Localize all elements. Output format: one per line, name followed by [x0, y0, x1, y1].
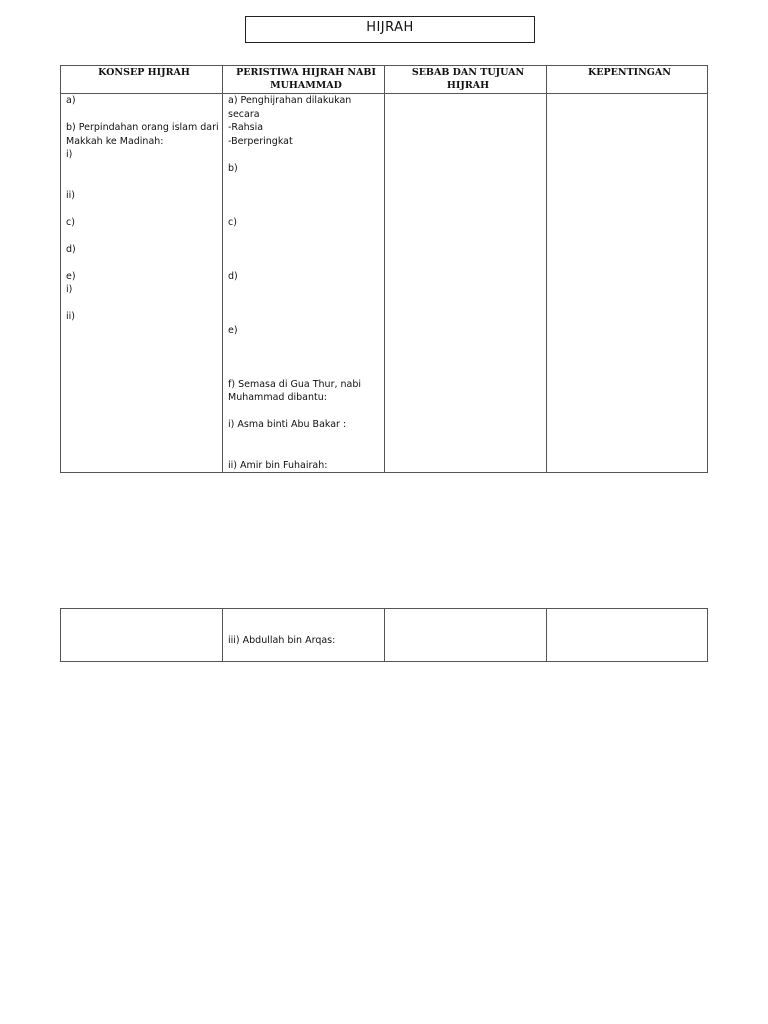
note-line: e)	[228, 324, 238, 336]
note-line: ii)	[66, 189, 75, 201]
peristiwa-hijrah-cell[interactable]	[223, 94, 385, 473]
note-line	[228, 297, 384, 311]
note-line	[228, 351, 384, 365]
table-row	[61, 94, 708, 473]
note-line	[228, 310, 384, 324]
konsep-hijrah-cell[interactable]	[61, 94, 223, 473]
kepentingan-cell[interactable]	[547, 94, 708, 473]
konsep-hijrah-cell[interactable]	[61, 609, 223, 662]
note-line: a) Penghijrahan dilakukan secara	[228, 95, 352, 120]
note-line	[66, 162, 222, 176]
konsep-hijrah-notes	[66, 94, 222, 324]
note-line: ii)	[66, 311, 75, 322]
note-line	[66, 229, 222, 243]
note-line: d)	[66, 243, 76, 255]
header-konsep-hijrah: KONSEP HIJRAH	[61, 66, 223, 94]
kepentingan-cell[interactable]	[547, 609, 708, 662]
header-kepentingan: KEPENTINGAN	[547, 66, 708, 94]
note-line	[228, 202, 384, 216]
note-line	[228, 337, 384, 351]
note-line	[228, 364, 384, 378]
note-line: a)	[66, 95, 76, 106]
table-row	[61, 609, 708, 662]
table-header-row	[61, 66, 708, 94]
note-line	[228, 432, 384, 446]
note-line	[66, 202, 222, 216]
note-line: b)	[228, 162, 238, 174]
note-line	[66, 108, 222, 122]
note-line	[66, 175, 222, 189]
header-sebab-tujuan: SEBAB DAN TUJUAN HIJRAH	[385, 66, 547, 94]
hijrah-table	[60, 65, 708, 473]
note-line: i)	[66, 284, 73, 295]
note-line	[228, 175, 384, 189]
note-line: ii) Amir bin Fuhairah:	[228, 459, 328, 471]
note-line	[228, 405, 384, 419]
sebab-tujuan-cell[interactable]	[385, 609, 547, 662]
note-line: -Berperingkat	[228, 135, 293, 147]
header-peristiwa-hijrah: PERISTIWA HIJRAH NABI MUHAMMAD	[223, 66, 385, 94]
note-line: i) Asma binti Abu Bakar :	[228, 419, 347, 430]
abdullah-bin-arqas-line: iii) Abdullah bin Arqas:	[228, 635, 336, 646]
peristiwa-hijrah-notes	[228, 94, 384, 472]
worksheet-title: HIJRAH	[245, 16, 535, 43]
note-line	[66, 256, 222, 270]
note-line	[228, 148, 384, 162]
note-line	[228, 283, 384, 297]
note-line: f) Semasa di Gua Thur, nabi Muhammad dibantu:	[228, 378, 362, 403]
note-line: c)	[228, 216, 237, 228]
note-line: -Rahsia	[228, 122, 264, 133]
note-line: b) Perpindahan orang islam dari Makkah ke Madinah:	[66, 122, 219, 147]
note-line	[66, 297, 222, 311]
note-line	[228, 229, 384, 243]
note-line	[228, 243, 384, 257]
note-line: c)	[66, 216, 75, 228]
peristiwa-hijrah-cell[interactable]	[223, 609, 385, 662]
note-line: d)	[228, 270, 238, 282]
note-line	[228, 445, 384, 459]
note-line	[228, 189, 384, 203]
note-line	[228, 256, 384, 270]
hijrah-table-continuation	[60, 608, 708, 662]
note-line: e)	[66, 270, 76, 282]
sebab-tujuan-cell[interactable]	[385, 94, 547, 473]
note-line: i)	[66, 149, 73, 160]
